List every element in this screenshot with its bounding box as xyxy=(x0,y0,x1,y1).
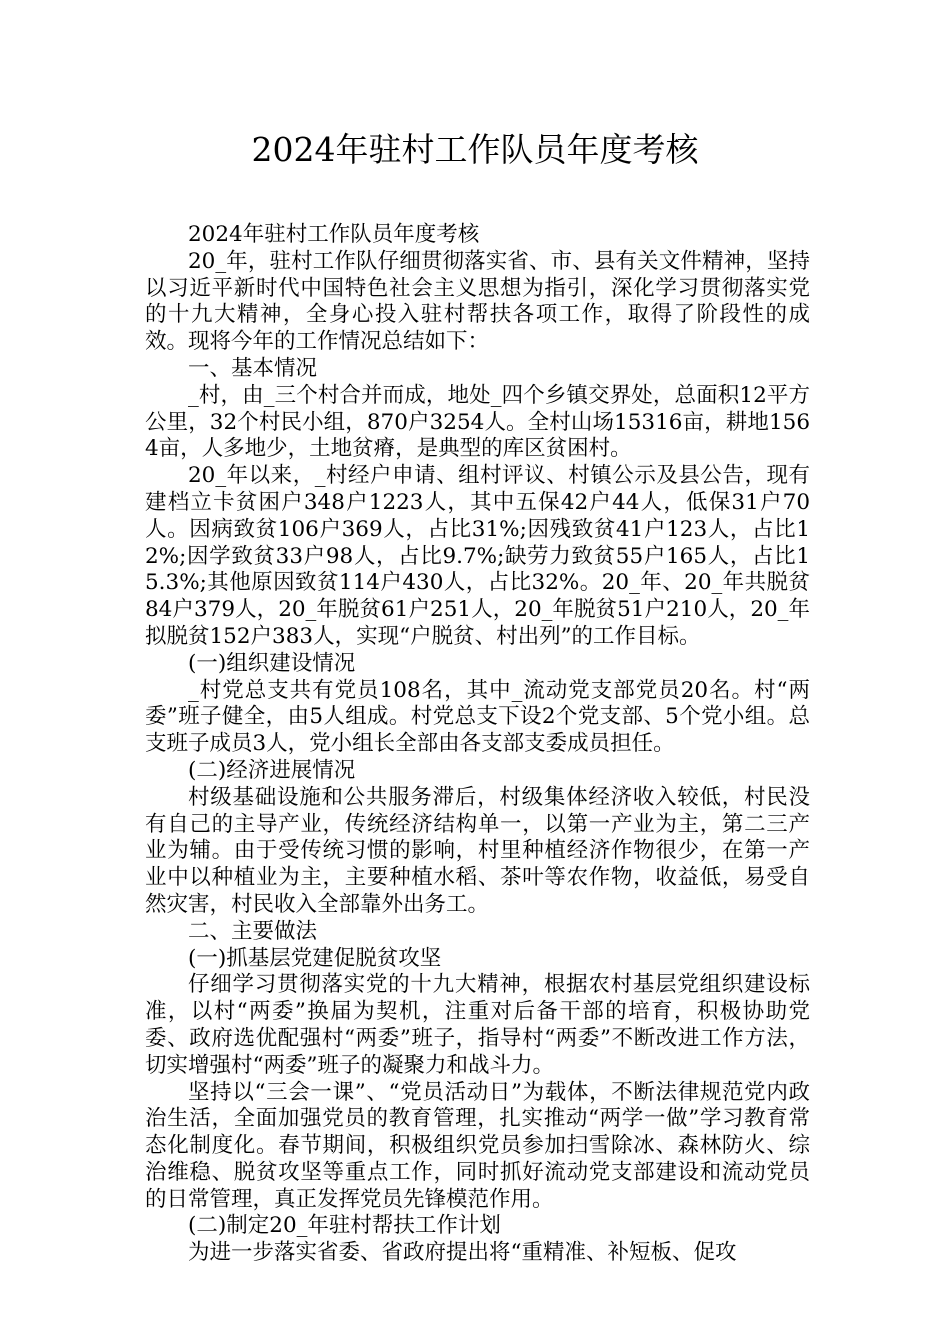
paragraph-economy: 村级基础设施和公共服务滞后，村级集体经济收入较低，村民没有自己的主导产业，传统经济结构单一，以第一产业为主，第二三产业为辅。由于受传统习惯的影响，村里种植经济作物很少，在第一产业中以种植业为主，主要种植水稻、茶叶等农作物，收益低，易受自然灾害，村民收入全部靠外出务工。 xyxy=(145,784,810,917)
subsection-heading-work-plan: (二)制定20_年驻村帮扶工作计划 xyxy=(188,1213,501,1239)
section-heading-main-practices: 二、主要做法 xyxy=(188,918,318,944)
paragraph-intro: 20_年，驻村工作队仔细贯彻落实省、市、县有关文件精神，坚持以习近平新时代中国特色社会主义思想为指引，深化学习贯彻落实党的十九大精神，全身心投入驻村帮扶各项工作，取得了阶段性的成效。现将今年的工作情况总结如下： xyxy=(145,248,810,355)
paragraph-poverty-statistics: 20_年以来，_村经户申请、组村评议、村镇公示及县公告，现有建档立卡贫困户348户1223人，其中五保42户44人，低保31户70人。因病致贫106户369人，占比31%;因残致贫41户123人，占比12%;因学致贫33户98人，占比9.7%;缺劳力致贫55户165人，占比15.3%;其他原因致贫114户430人，占比32%。20_年、20_年共脱贫84户379人，20_年脱贫61户251人，20_年脱贫51户210人，20_年拟脱贫152户383人，实现“户脱贫、村出列”的工作目标。 xyxy=(145,463,810,649)
paragraph-party-activities: 坚持以“三会一课”、“党员活动日”为载体，不断法律规范党内政治生活，全面加强党员的教育管理，扎实推动“两学一做”学习教育常态化制度化。春节期间，积极组织党员参加扫雪除冰、森林防火、综治维稳、脱贫攻坚等重点工作，同时抓好流动党支部建设和流动党员的日常管理，真正发挥党员先锋模范作用。 xyxy=(145,1079,810,1212)
document-title: 2024年驻村工作队员年度考核 xyxy=(251,130,699,169)
paragraph-repeated-title: 2024年驻村工作队员年度考核 xyxy=(188,222,480,247)
document-body xyxy=(145,222,810,1267)
paragraph-party-building: 仔细学习贯彻落实党的十九大精神，根据农村基层党组织建设标准，以村“两委”换届为契机，注重对后备干部的培育，积极协助党委、政府选优配强村“两委”班子，指导村“两委”不断改进工作方法，切实增强村“两委”班子的凝聚力和战斗力。 xyxy=(145,972,810,1078)
paragraph-village-overview: _村，由_三个村合并而成，地处_四个乡镇交界处，总面积12平方公里，32个村民小组，870户3254人。全村山场15316亩，耕地1564亩，人多地少，土地贫瘠，是典型的库区贫困村。 xyxy=(145,382,810,462)
subsection-heading-economy: (二)经济进展情况 xyxy=(188,757,356,783)
paragraph-organization: _村党总支共有党员108名，其中_流动党支部党员20名。村“两委”班子健全，由5人组成。村党总支下设2个党支部、5个党小组。总支班子成员3人，党小组长全部由各支部支委成员担任。 xyxy=(145,677,810,757)
subsection-heading-organization: (一)组织建设情况 xyxy=(188,650,356,676)
section-heading-basic-situation: 一、基本情况 xyxy=(188,355,318,381)
subsection-heading-party-building: (一)抓基层党建促脱贫攻坚 xyxy=(188,945,442,971)
paragraph-work-plan: 为进一步落实省委、省政府提出将“重精准、补短板、促攻 xyxy=(188,1240,737,1266)
